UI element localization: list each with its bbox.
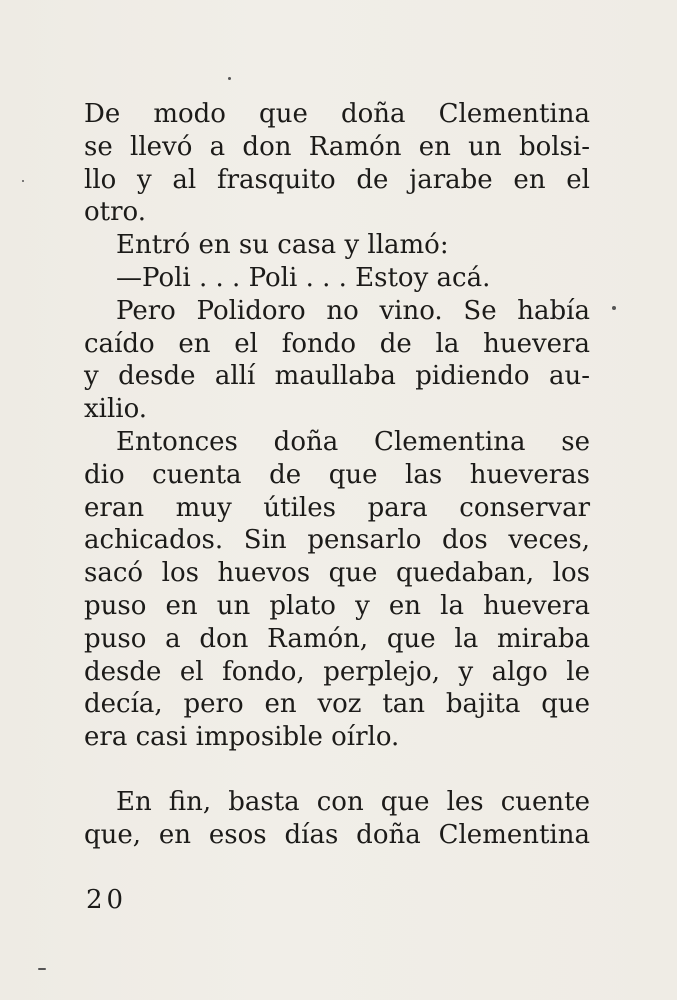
text-line: otro. [84, 197, 146, 228]
text-line: Pero Polidoro no vino. Se había [116, 295, 590, 326]
text-line: dio cuenta de que las hueveras [84, 459, 590, 490]
text-line: —Poli . . . Poli . . . Estoy acá. [116, 262, 491, 293]
text-line: decía, pero en voz tan bajita que [84, 689, 590, 720]
text-line: que, en esos días doña Clementina [84, 819, 590, 850]
text-line: se llevó a don Ramón en un bolsi- [84, 131, 590, 162]
text-line: achicados. Sin pensarlo dos veces, [84, 525, 590, 556]
text-line: Entonces doña Clementina se [116, 426, 590, 457]
text-line: puso en un plato y en la huevera [84, 590, 590, 621]
text-line: De modo que doña Clementina [84, 99, 590, 129]
ink-speck [228, 77, 231, 80]
text-line: llo y al frasquito de jarabe en el [84, 164, 590, 195]
text-line: xilio. [84, 394, 148, 425]
ink-speck [38, 968, 46, 970]
text-line: puso a don Ramón, que la miraba [84, 623, 590, 654]
page-number: 20 [86, 885, 128, 915]
ink-speck [22, 180, 24, 182]
text-line: desde el fondo, perplejo, y algo le [84, 656, 590, 687]
text-line: Entró en su casa y llamó: [116, 230, 449, 261]
text-line: caído en el fondo de la huevera [84, 328, 590, 359]
body-text [84, 98, 590, 852]
text-line: y desde allí maullaba pidiendo au- [84, 361, 590, 392]
text-line: sacó los huevos que quedaban, los [84, 558, 590, 589]
text-line: era casi imposible oírlo. [84, 722, 400, 753]
text-line: eran muy útiles para conservar [84, 492, 590, 523]
ink-speck [612, 306, 616, 310]
text-line: En fin, basta con que les cuente [116, 786, 590, 817]
